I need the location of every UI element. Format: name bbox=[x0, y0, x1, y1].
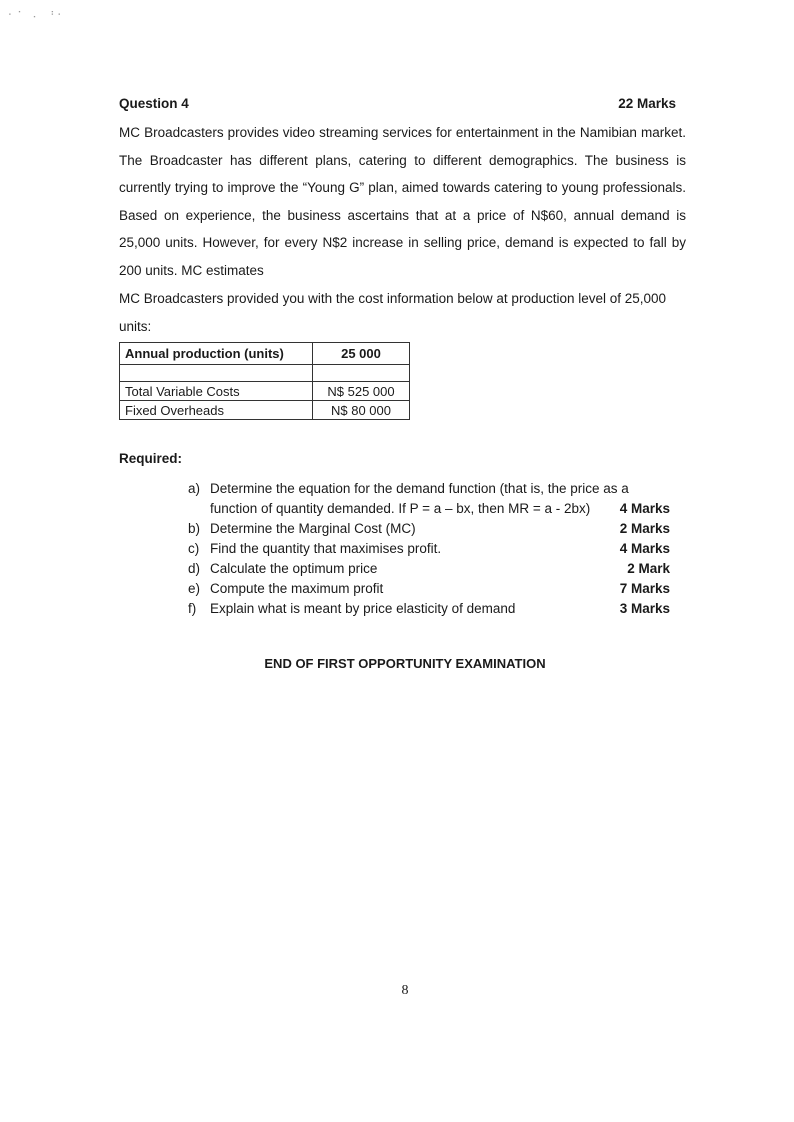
item-letter: f) bbox=[188, 601, 197, 616]
item-text: Determine the Marginal Cost (MC) bbox=[210, 521, 416, 536]
list-item bbox=[188, 599, 670, 619]
list-item bbox=[188, 519, 670, 539]
item-marks: 2 Mark bbox=[627, 561, 670, 576]
cost-table bbox=[119, 342, 410, 420]
table-header-label: Annual production (units) bbox=[120, 343, 313, 365]
table-cell-value: N$ 80 000 bbox=[313, 401, 410, 420]
table-row bbox=[120, 382, 410, 401]
table-cell-value: N$ 525 000 bbox=[313, 382, 410, 401]
item-marks: 2 Marks bbox=[619, 521, 670, 536]
list-item bbox=[188, 579, 670, 599]
item-text: Calculate the optimum price bbox=[210, 561, 378, 576]
list-item bbox=[188, 539, 670, 559]
end-of-exam-text: END OF FIRST OPPORTUNITY EXAMINATION bbox=[264, 656, 546, 671]
item-text: Compute the maximum profit bbox=[210, 581, 384, 596]
table-header-value: 25 000 bbox=[313, 343, 410, 365]
cost-paragraph: MC Broadcasters provided you with the cost information below at production level of 25,000 units: bbox=[119, 291, 667, 334]
intro-paragraph: MC Broadcasters provides video streaming services for entertainment in the Namibian market. The Broadcaster has different plans, catering to different demographics. The business is currently trying to improve the “Young G” plan, aimed towards catering to young professionals. Based on experience, the business ascertains that at a price of N$60, annual demand is 25,000 units. However, for every N$2 increase in selling price, demand is expected to fall by 200 units. MC estimates bbox=[119, 125, 686, 278]
table-cell-label: Fixed Overheads bbox=[120, 401, 313, 420]
item-marks: 4 Marks bbox=[619, 501, 670, 516]
item-letter: e) bbox=[188, 581, 201, 596]
table-cell bbox=[313, 365, 410, 382]
table-row bbox=[120, 401, 410, 420]
question-list bbox=[188, 479, 670, 619]
item-marks: 3 Marks bbox=[619, 601, 670, 616]
required-heading: Required: bbox=[119, 451, 183, 466]
item-letter: a) bbox=[188, 481, 201, 496]
item-marks: 4 Marks bbox=[619, 541, 670, 556]
item-marks: 7 Marks bbox=[619, 581, 670, 596]
question-title: Question 4 bbox=[119, 96, 189, 111]
item-text: Find the quantity that maximises profit. bbox=[210, 541, 442, 556]
item-text: Explain what is meant by price elasticity of demand bbox=[210, 601, 516, 616]
table-cell bbox=[120, 365, 313, 382]
list-item bbox=[188, 559, 670, 579]
table-cell-label: Total Variable Costs bbox=[120, 382, 313, 401]
table-blank-row bbox=[120, 365, 410, 382]
item-letter: c) bbox=[188, 541, 200, 556]
item-letter: d) bbox=[188, 561, 201, 576]
question-header bbox=[119, 96, 676, 114]
page-number: 8 bbox=[401, 983, 409, 998]
table-header-row bbox=[120, 343, 410, 365]
list-item bbox=[188, 499, 670, 519]
list-item bbox=[188, 479, 670, 499]
item-text: Determine the equation for the demand function (that is, the price as a bbox=[210, 481, 629, 496]
scan-specks: ⠂⠁ ⠄ ⠘⠂ bbox=[8, 10, 67, 20]
item-text: function of quantity demanded. If P = a – bx, then MR = a - 2bx) bbox=[210, 501, 591, 516]
question-marks: 22 Marks bbox=[618, 96, 676, 111]
item-letter: b) bbox=[188, 521, 201, 536]
